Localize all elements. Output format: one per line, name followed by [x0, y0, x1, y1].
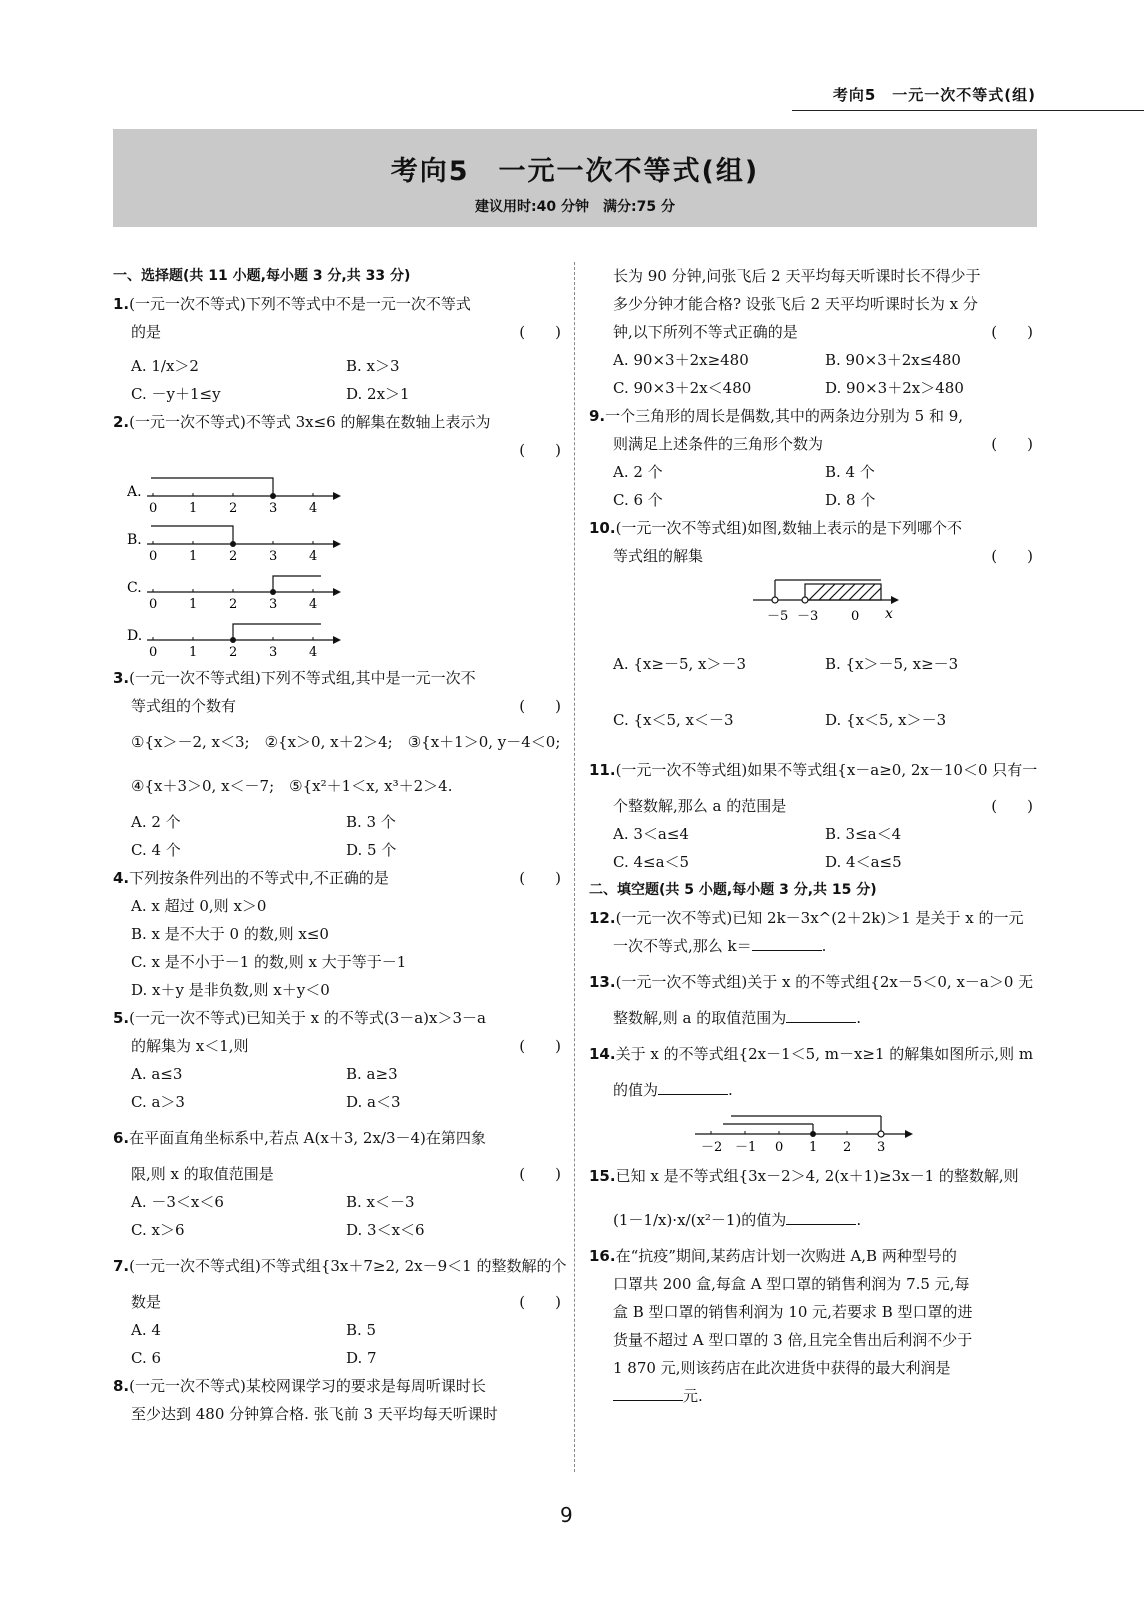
q7-text-2: 数是 — [131, 1293, 162, 1311]
q4-option-d: D. x＋y 是非负数,则 x＋y＜0 — [131, 981, 330, 999]
q15-text-2: (1－1/x)·x/(x²－1)的值为 — [613, 1211, 787, 1229]
q1-options-row1 — [113, 352, 565, 380]
solution-ray — [273, 576, 321, 592]
answer-paren: ( ) — [991, 435, 1033, 453]
q8-text-5: 钟,以下所列不等式正确的是 — [613, 323, 798, 341]
question-14 — [589, 1032, 1037, 1076]
q3-text: (一元一次不等式组)下列不等式组,其中是一元一次不 — [129, 669, 476, 687]
q4-option-a: A. x 超过 0,则 x＞0 — [131, 897, 267, 915]
banner-subtitle: 建议用时:40 分钟 满分:75 分 — [475, 199, 675, 215]
q10-option-c: C. {x＜5, x＜－3 — [613, 711, 734, 729]
q1-option-c: C. －y＋1≤y — [131, 385, 221, 403]
q14-tick-label: 0 — [775, 1140, 784, 1154]
q8-option-d: D. 90×3＋2x＞480 — [825, 379, 964, 397]
q2-number: 2. — [113, 413, 130, 431]
q1-number: 1. — [113, 295, 130, 313]
section-choice-title: 一、选择题(共 11 小题,每小题 3 分,共 33 分) — [113, 268, 411, 284]
q7-option-d: D. 7 — [346, 1349, 377, 1367]
banner-title: 考向5 一元一次不等式(组) — [390, 156, 760, 187]
q10-text: (一元一次不等式组)如图,数轴上表示的是下列哪个不 — [615, 519, 963, 537]
solution-ray — [151, 478, 273, 496]
q14-tick-label: －2 — [701, 1140, 723, 1154]
q8-text-3: 长为 90 分钟,问张飞后 2 天平均每天听课时长不得少于 — [613, 267, 981, 285]
q13-text: (一元一次不等式组)关于 x 的不等式组{2x－5＜0, x－a＞0 无 — [615, 973, 1034, 991]
q10-option-a: A. {x≥－5, x＞－3 — [613, 655, 747, 673]
closed-point — [270, 493, 276, 499]
tick-label: 0 — [149, 549, 158, 564]
answer-paren: ( ) — [519, 1293, 561, 1311]
answer-paren: ( ) — [991, 547, 1033, 565]
q10-tick-label: －3 — [797, 609, 819, 624]
q8-text-4: 多少分钟才能合格? 设张飞后 2 天平均听课时长为 x 分 — [613, 295, 978, 313]
question-5 — [113, 1004, 565, 1032]
q9-text: 一个三角形的周长是偶数,其中的两条边分别为 5 和 9, — [605, 407, 964, 425]
q6-text-2: 限,则 x 的取值范围是 — [131, 1165, 274, 1183]
tick-label: 4 — [309, 549, 318, 564]
q4-option-b: B. x 是不大于 0 的数,则 x≤0 — [131, 925, 329, 943]
q11-option-a: A. 3＜a≤4 — [613, 825, 689, 843]
question-1 — [113, 290, 565, 318]
q12-number: 12. — [589, 909, 616, 927]
q12-text: (一元一次不等式)已知 2k－3x^(2＋2k)＞1 是关于 x 的一元 — [615, 909, 1024, 927]
q5-number: 5. — [113, 1009, 130, 1027]
q10-option-d: D. {x＜5, x＞－3 — [825, 711, 947, 729]
tick-label: 3 — [269, 645, 278, 660]
axis-arrow — [333, 492, 341, 500]
q3-option-d: D. 5 个 — [346, 841, 397, 859]
q11-option-d: D. 4＜a≤5 — [825, 853, 902, 871]
q2-option-line — [127, 478, 341, 516]
header-text: 考向5 一元一次不等式(组) — [832, 86, 1036, 104]
section-fill-title: 二、填空题(共 5 小题,每小题 3 分,共 15 分) — [589, 882, 877, 898]
q2-option-label: B. — [127, 532, 142, 548]
question-6 — [113, 1116, 565, 1160]
q11-text-2: 个整数解,那么 a 的范围是 — [613, 797, 787, 815]
answer-blank[interactable] — [752, 934, 822, 951]
q14-number-line — [613, 1104, 1037, 1154]
q8-option-b: B. 90×3＋2x≤480 — [825, 351, 961, 369]
q16-text-3: 盒 B 型口罩的销售利润为 10 元,若要求 B 型口罩的进 — [613, 1303, 973, 1321]
q7-option-a: A. 4 — [131, 1321, 161, 1339]
q7-number: 7. — [113, 1257, 130, 1275]
q11-option-c: C. 4≤a＜5 — [613, 853, 690, 871]
question-3 — [113, 664, 565, 692]
q1-text: (一元一次不等式)下列不等式中不是一元一次不等式 — [129, 295, 471, 313]
q11-text: (一元一次不等式组)如果不等式组{x－a≥0, 2x－10＜0 只有一 — [615, 761, 1038, 779]
question-13 — [589, 960, 1037, 1004]
q7-option-b: B. 5 — [346, 1321, 377, 1339]
q9-option-c: C. 6 个 — [613, 491, 663, 509]
question-15 — [589, 1154, 1037, 1198]
q4-number: 4. — [113, 869, 130, 887]
q3-option-c: C. 4 个 — [131, 841, 181, 859]
q2-option-line — [127, 526, 341, 564]
q5-option-b: B. a≥3 — [346, 1065, 398, 1083]
q6-option-b: B. x＜－3 — [346, 1193, 415, 1211]
q10-number: 10. — [589, 519, 616, 537]
q2-number-lines — [127, 468, 367, 664]
solution-ray — [233, 624, 321, 640]
q2-text: (一元一次不等式)不等式 3x≤6 的解集在数轴上表示为 — [129, 413, 491, 431]
q14-text-2: 的值为 — [613, 1081, 659, 1099]
q2-option-label: D. — [127, 628, 143, 644]
q11-option-b: B. 3≤a＜4 — [825, 825, 902, 843]
tick-label: 2 — [229, 597, 238, 612]
answer-paren: ( ) — [991, 797, 1033, 815]
q2-option-line — [127, 576, 341, 612]
q13-text-2: 整数解,则 a 的取值范围为 — [613, 1009, 787, 1027]
tick-label: 3 — [269, 597, 278, 612]
q9-number: 9. — [589, 407, 606, 425]
q2-option-label: C. — [127, 580, 142, 596]
tick-label: 1 — [189, 549, 198, 564]
q10-axis-label: x — [885, 606, 893, 622]
tick-label: 1 — [189, 597, 198, 612]
q6-option-d: D. 3＜x＜6 — [346, 1221, 425, 1239]
q2-option-label: A. — [127, 484, 142, 500]
closed-point — [230, 541, 236, 547]
q3-systems-row1: ①{x＞－2, x＜3; ②{x＞0, x＋2＞4; ③{x＋1＞0, y－4＜0; — [131, 733, 561, 751]
tick-label: 1 — [189, 645, 198, 660]
q15-number: 15. — [589, 1167, 616, 1185]
q9-option-d: D. 8 个 — [825, 491, 876, 509]
q13-number: 13. — [589, 973, 616, 991]
tick-label: 4 — [309, 645, 318, 660]
solution-ray — [151, 526, 233, 544]
q1-option-d: D. 2x＞1 — [346, 385, 410, 403]
q16-text-2: 口罩共 200 盒,每盒 A 型口罩的销售利润为 7.5 元,每 — [613, 1275, 970, 1293]
tick-label: 3 — [269, 549, 278, 564]
tick-label: 4 — [309, 597, 318, 612]
q14-number: 14. — [589, 1045, 616, 1063]
question-16 — [589, 1242, 1037, 1270]
answer-blank[interactable] — [786, 1208, 856, 1225]
q6-option-a: A. －3＜x＜6 — [131, 1193, 224, 1211]
tick-label: 3 — [269, 501, 278, 516]
q6-option-c: C. x＞6 — [131, 1221, 185, 1239]
q2-option-line — [127, 624, 341, 660]
q16-text-6: 元. — [683, 1387, 703, 1405]
q8-option-c: C. 90×3＋2x＜480 — [613, 379, 752, 397]
left-column — [113, 262, 565, 1428]
q11-number: 11. — [589, 761, 616, 779]
right-column: 长为 90 分钟,问张飞后 2 天平均每天听课时长不得少于 多少分钟才能合格? 设张飞后 2 天平均听课时长为 x 分 钟,以下所列不等式正确的是 ( ) A. 90×3＋2x≥480 B. 90×3＋2x≤480 C. 90×3＋2x＜480 D. 90×3＋2x＞480 9.一个三角形的周长是偶数,其中的两条边分别为 5 和 9, 则满足上述条件的三角形个数为 ( ) A. 2 个 B. 4 个 C. 6 个 D. 8 个 10.(一元一次不等式组)如图,数轴上表示的是下列哪个不 等式组的解集 ( ) －5 －3 0 x A. {x≥－5, x＞－3 B. {x＞－5, x≥－3 C. {x＜5, x＜－3 D. {x＜5, x＞－3 11.(一元一次不等式组)如果不等式组{x－a≥0, 2x－10＜0 只有一 个整数解,那么 a 的范围是 ( ) A. 3＜a≤4 B. 3≤a＜4 C. 4≤a＜5 D. 4＜a≤5 二、填空题(共 5 小题,每小题 3 分,共 15 分) 12.(一元一次不等式)已知 2k－3x^(2＋2k)＞1 是关于 x 的一元 一次不等式,那么 k＝ . 13.(一元一次不等式组)关于 x 的不等式组{2x－5＜0, x－a＞0 无 整数解,则 a 的取值范围为 . 14.关于 x 的不等式组{2x－1＜5, m－x≥1 的解集如图所示,则 m 的值为 . －2 －1 0 1 2 3 15.已知 x 是不等式组{3x－2＞4, 2(x＋1)≥3x－1 的整数解,则 (1－1/x)·x/(x²－1)的值为 . 16.在“抗疫”期间,某药店计划一次购进 A,B 两种型号的 口罩共 200 盒,每盒 A 型口罩的销售利润为 7.5 元,每 盒 B 型口罩的销售利润为 10 元,若要求 B 型口罩的进 货量不超过 A 型口罩的 3 倍,且完全售出后利润不少于 1 870 元,则该药店在此次进货中获得的最大利润是 元. — [613, 262, 1037, 1410]
q5-option-c: C. a＞3 — [131, 1093, 185, 1111]
question-11 — [589, 748, 1037, 792]
answer-blank[interactable] — [786, 1006, 856, 1023]
axis-arrow — [333, 540, 341, 548]
answer-blank[interactable] — [658, 1078, 728, 1095]
q15-text: 已知 x 是不等式组{3x－2＞4, 2(x＋1)≥3x－1 的整数解,则 — [615, 1167, 1019, 1185]
q10-option-b: B. {x＞－5, x≥－3 — [825, 655, 959, 673]
answer-paren: ( ) — [519, 1165, 561, 1183]
q14-tick-label: 1 — [809, 1140, 818, 1154]
answer-blank[interactable] — [613, 1384, 683, 1401]
tick-label: 2 — [229, 549, 238, 564]
q3-option-a: A. 2 个 — [131, 813, 181, 831]
q16-number: 16. — [589, 1247, 616, 1265]
question-2 — [113, 408, 565, 436]
q9-option-a: A. 2 个 — [613, 463, 663, 481]
question-8 — [113, 1372, 565, 1400]
q8-text-2: 至少达到 480 分钟算合格. 张飞前 3 天平均每天听课时 — [131, 1405, 498, 1423]
answer-paren: ( ) — [519, 323, 561, 341]
tick-label: 0 — [149, 597, 158, 612]
q4-option-c: C. x 是不小于－1 的数,则 x 大于等于－1 — [131, 953, 407, 971]
q16-text: 在“抗疫”期间,某药店计划一次购进 A,B 两种型号的 — [615, 1247, 957, 1265]
tick-label: 2 — [229, 501, 238, 516]
tick-label: 2 — [229, 645, 238, 660]
q8-text: (一元一次不等式)某校网课学习的要求是每周听课时长 — [129, 1377, 486, 1395]
tick-label: 1 — [189, 501, 198, 516]
q6-number: 6. — [113, 1129, 130, 1147]
header-rule — [792, 110, 1144, 111]
tick-label: 0 — [149, 501, 158, 516]
page-header — [0, 0, 1144, 112]
q14-tick-label: －1 — [735, 1140, 757, 1154]
tick-label: 0 — [149, 645, 158, 660]
q14-tick-label: 2 — [843, 1140, 852, 1154]
answer-paren: ( ) — [519, 1037, 561, 1055]
q6-text: 在平面直角坐标系中,若点 A(x＋3, 2x/3－4)在第四象 — [129, 1129, 486, 1147]
q1-option-a: A. 1/x＞2 — [131, 357, 199, 375]
q3-option-b: B. 3 个 — [346, 813, 396, 831]
q3-systems-row2: ④{x＋3＞0, x＜－7; ⑤{x²＋1＜x, x³＋2＞4. — [131, 777, 453, 795]
question-12 — [589, 904, 1037, 932]
q14-tick-label: 3 — [877, 1140, 886, 1154]
column-divider — [574, 262, 575, 1472]
question-9 — [589, 402, 1037, 430]
closed-point — [230, 637, 236, 643]
q9-option-b: B. 4 个 — [825, 463, 875, 481]
q10-text-2: 等式组的解集 — [613, 547, 704, 565]
q5-option-d: D. a＜3 — [346, 1093, 401, 1111]
question-10 — [589, 514, 1037, 542]
question-7 — [113, 1244, 565, 1288]
q7-option-c: C. 6 — [131, 1349, 162, 1367]
answer-paren: ( ) — [519, 441, 561, 459]
q4-text: 下列按条件列出的不等式中,不正确的是 — [129, 869, 389, 887]
answer-paren: ( ) — [519, 869, 561, 887]
closed-point — [270, 589, 276, 595]
tick-label: 4 — [309, 501, 318, 516]
q5-text: (一元一次不等式)已知关于 x 的不等式(3－a)x＞3－a — [129, 1009, 486, 1027]
answer-paren: ( ) — [991, 323, 1033, 341]
q7-text: (一元一次不等式组)不等式组{3x＋7≥2, 2x－9＜1 的整数解的个 — [129, 1257, 567, 1275]
q10-tick-label: －5 — [767, 609, 789, 624]
page-number: 9 — [560, 1503, 573, 1527]
q9-text-2: 则满足上述条件的三角形个数为 — [613, 435, 824, 453]
answer-paren: ( ) — [519, 697, 561, 715]
q8-option-a: A. 90×3＋2x≥480 — [613, 351, 749, 369]
q5-text-2: 的解集为 x＜1,则 — [131, 1037, 249, 1055]
q12-text-2: 一次不等式,那么 k＝ — [613, 937, 752, 955]
q8-number: 8. — [113, 1377, 130, 1395]
q14-text: 关于 x 的不等式组{2x－1＜5, m－x≥1 的解集如图所示,则 m — [615, 1045, 1034, 1063]
axis-arrow — [333, 588, 341, 596]
q1-options-row2 — [113, 380, 565, 408]
question-4 — [113, 864, 565, 892]
q1-option-b: B. x＞3 — [346, 357, 400, 375]
q16-text-4: 货量不超过 A 型口罩的 3 倍,且完全售出后利润不少于 — [613, 1331, 973, 1349]
title-banner — [113, 129, 1037, 227]
q10-tick-label: 0 — [851, 609, 860, 624]
axis-arrow — [333, 636, 341, 644]
q5-option-a: A. a≤3 — [131, 1065, 183, 1083]
q3-number: 3. — [113, 669, 130, 687]
q1-text-2: 的是 — [131, 323, 162, 341]
q10-number-line — [613, 570, 1037, 636]
q3-text-2: 等式组的个数有 — [131, 697, 237, 715]
q16-text-5: 1 870 元,则该药店在此次进货中获得的最大利润是 — [613, 1359, 951, 1377]
